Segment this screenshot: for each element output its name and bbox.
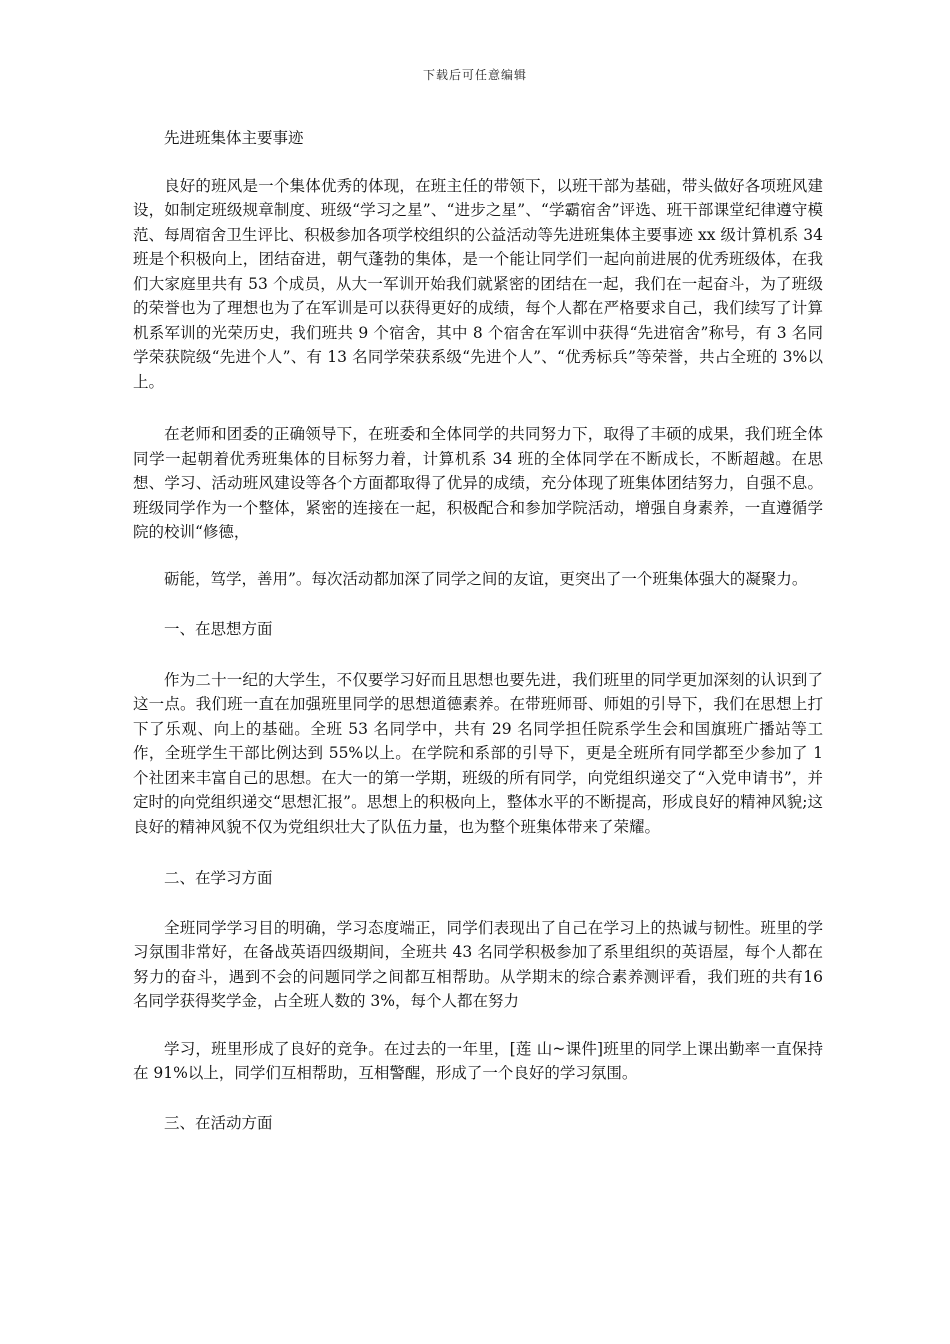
- paragraph-class-style: 良好的班风是一个集体优秀的体现，在班主任的带领下，以班干部为基础，带头做好各项班风建设，如制定班级规章制度、班级“学习之星”、“进步之星”、“学霸宿舍”评选、班干部课堂纪律遵守模范、每周宿舍卫生评比、积极参加各项学校组织的公益活动等先进班集体主要事迹 xx 级计算机系 34 班是个积极向上，团结奋进，朝气蓬勃的集体，是一个能让同学们一起向前进展的优秀班级体，在我们大家庭里共有 53 个成员，从大一军训开始我们就紧密的团结在一起，我们在一起奋斗，为了班级的荣誉也为了理想也为了在军训是可以获得更好的成绩，每个人都在严格要求自己，我们续写了计算机系军训的光荣历史，我们班共 9 个宿舍，其中 8 个宿舍在军训中获得“先进宿舍”称号，有 3 名同学荣获院级“先进个人”、有 13 名同学荣获系级“先进个人”、“优秀标兵”等荣誉，共占全班的 3%以上。: [133, 176, 823, 391]
- paragraph-leadership: 在老师和团委的正确领导下，在班委和全体同学的共同努力下，取得了丰硕的成果，我们班全体同学一起朝着优秀班集体的目标努力着，计算机系 34 班的全体同学在不断成长，不断超越。在思想、学习、活动班风建设等各个方面都取得了优异的成绩，充分体现了班集体团结努力，自强不息。班级同学作为一个整体，紧密的连接在一起，积极配合和参加学院活动，增强自身素养，一直遵循学院的校训“修德，: [133, 425, 823, 541]
- section-heading-activities: 三、在活动方面: [164, 1113, 273, 1132]
- paragraph-thought: 作为二十一纪的大学生，不仅要学习好而且思想也要先进，我们班里的同学更加深刻的认识到了这一点。我们班一直在加强班里同学的思想道德素养。在带班师哥、师姐的引导下，我们在思想上打下了乐观、向上的基础。全班 53 名同学中，共有 29 名同学担任院系学生会和国旗班广播站等工作，全班学生干部比例达到 55%以上。在学院和系部的引导下，更是全班所有同学都至少参加了 1 个社团来丰富自己的思想。在大一的第一学期，班级的所有同学，向党组织递交了“入党申请书”，并定时的向党组织递交“思想汇报”。思想上的积极向上，整体水平的不断提高，形成良好的精神风貌;这良好的精神风貌不仅为党组织壮大了队伍力量，也为整个班集体带来了荣耀。: [133, 670, 823, 836]
- section-heading-study: 二、在学习方面: [164, 869, 273, 887]
- document-title: 先进班集体主要事迹: [164, 129, 304, 147]
- paragraph-motto-continued: 砺能，笃学，善用”。每次活动都加深了同学之间的友谊，更突出了一个班集体强大的凝聚力。: [164, 569, 808, 588]
- section-heading-thought: 一、在思想方面: [164, 620, 273, 638]
- paragraph-study-continued: 学习，班里形成了良好的竞争。在过去的一年里，[莲 山~课件]班里的同学上课出勤率一直保持在 91%以上，同学们互相帮助，互相警醒，形成了一个良好的学习氛围。: [133, 1039, 823, 1082]
- paragraph-study: 全班同学学习目的明确，学习态度端正，同学们表现出了自己在学习上的热诚与韧性。班里的学习氛围非常好，在备战英语四级期间，全班共 43 名同学积极参加了系里组织的英语屋，每个人都在努力的奋斗，遇到不会的问题同学之间都互相帮助。从学期末的综合素养测评看，我们班的共有16 名同学获得奖学金，占全班人数的 3%，每个人都在努力: [133, 918, 823, 1010]
- document-body: [133, 126, 823, 1135]
- page-header-note: 下载后可任意编辑: [422, 68, 527, 82]
